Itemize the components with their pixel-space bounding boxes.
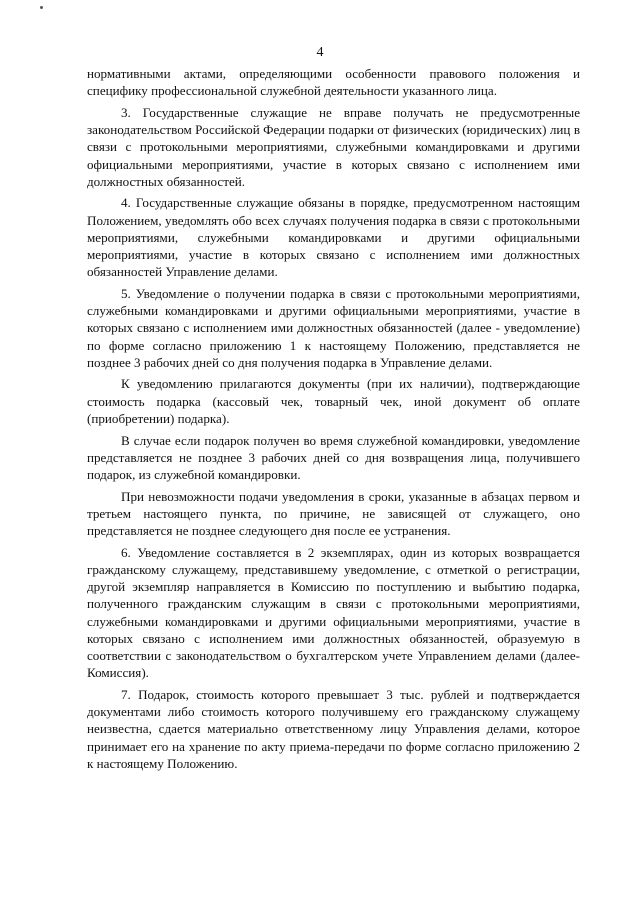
document-body — [87, 65, 580, 776]
paragraph-item-3: 3. Государственные служащие не вправе получать не предусмотренные законодательством Российской Федерации подарки от физических (юридических) лиц в связи с протокольными мероприятиями, служебными командировками и другими официальными мероприятиями, участие в которых связано с исполнением ими должностных обязанностей. — [87, 104, 580, 189]
paragraph-item-4: 4. Государственные служащие обязаны в порядке, предусмотренном настоящим Положением, уведомлять обо всех случаях получения подарка в связи с протокольными мероприятиями, служебными командировками и другими официальными мероприятиями, участие в которых связано с исполнением ими должностных обязанностей Управление делами. — [87, 195, 580, 280]
paragraph-item-6: 6. Уведомление составляется в 2 экземплярах, один из которых возвращается гражданскому служащему, представившему уведомление, с отметкой о регистрации, другой экземпляр направляется в Комиссию по поступлению и выбытию подарка, полученного гражданским служащим в связи с протокольными мероприятиями, служебными командировками и другими официальными мероприятиями, участие в которых связано с исполнением ими должностных обязанностей, образуемую в соответствии с законодательством о бухгалтерском учете Управлением делами (далее-Комиссия). — [87, 544, 580, 681]
paragraph-item-7: 7. Подарок, стоимость которого превышает 3 тыс. рублей и подтверждается документами либо стоимость которого получившему его гражданскому служащему неизвестна, сдается материально ответственному лицу Управления делами, которое принимает его на хранение по акту приема-передачи по форме согласно приложению 2 к настоящему Положению. — [87, 686, 580, 771]
page-number: 4 — [316, 45, 324, 60]
paragraph-impossibility: При невозможности подачи уведомления в сроки, указанные в абзацах первом и третьем настоящего пункта, по причине, не зависящей от служащего, оно представляется не позднее следующего дня после ее устранения. — [87, 488, 580, 539]
scan-mark — [40, 6, 43, 9]
paragraph-item-5: 5. Уведомление о получении подарка в связи с протокольными мероприятиями, служебными командировками и другими официальными мероприятиями, участие в которых связано с исполнением ими должностных обязанностей (далее - уведомление) по форме согласно приложению 1 к настоящему Положению, представляется не позднее 3 рабочих дней со дня получения подарка в Управление делами. — [87, 285, 580, 370]
paragraph-business-trip: В случае если подарок получен во время служебной командировки, уведомление представляется не позднее 3 рабочих дней со дня возвращения лица, получившего подарок, из служебной командировки. — [87, 432, 580, 482]
paragraph-continuation: нормативными актами, определяющими особенности правового положения и специфику профессиональной служебной деятельности указанного лица. — [87, 66, 580, 99]
paragraph-attachments: К уведомлению прилагаются документы (при их наличии), подтверждающие стоимость подарка (кассовый чек, товарный чек, иной документ об оплате (приобретении) подарка). — [87, 376, 580, 426]
